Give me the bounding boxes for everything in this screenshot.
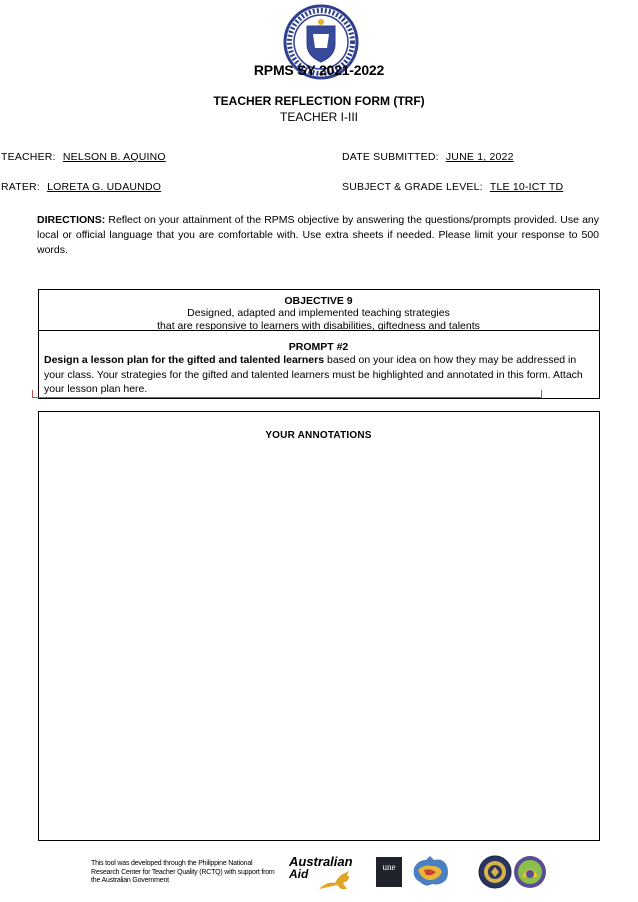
rater-label: RATER: bbox=[1, 181, 40, 193]
subject-row bbox=[342, 181, 563, 193]
directions-label: DIRECTIONS: bbox=[37, 214, 106, 226]
position-subtitle: TEACHER I-III bbox=[279, 110, 358, 124]
subject-value: TLE 10-ICT TD bbox=[489, 181, 564, 193]
teacher-row bbox=[1, 151, 166, 163]
objective-description bbox=[38, 307, 599, 333]
red-bracket-line bbox=[32, 397, 542, 398]
prompt-text: based on your idea on how they may be addressed in your class. Your strategies for the gifted and talented learners must be highlighted and annotated in this form. Attach your lesson plan here. bbox=[44, 354, 583, 395]
red-bracket-right bbox=[541, 390, 542, 397]
date-value: JUNE 1, 2022 bbox=[445, 151, 514, 163]
objective-line-2: that are responsive to learners with disabilities, giftedness and talents bbox=[157, 320, 480, 332]
kangaroo-icon bbox=[317, 869, 353, 891]
annotations-title: YOUR ANNOTATIONS bbox=[265, 430, 372, 441]
prompt-title: PROMPT #2 bbox=[288, 341, 349, 353]
une-label: une bbox=[382, 862, 396, 872]
date-row bbox=[342, 151, 514, 163]
aus-aid-line1: Australian bbox=[289, 854, 353, 869]
directions-text: Reflect on your attainment of the RPMS objective by answering the questions/prompts provided. Use any local or official language that you are comfortable with. Use extra sheets if needed. Please limit your response to 500 words. bbox=[37, 214, 600, 256]
prompt-bold-text: Design a lesson plan for the gifted and talented learners bbox=[44, 354, 325, 366]
teacher-label: TEACHER: bbox=[1, 151, 56, 163]
rater-row bbox=[1, 181, 161, 193]
une-logo bbox=[376, 857, 402, 887]
aus-aid-line2: Aid bbox=[289, 867, 309, 881]
australia-map-icon bbox=[410, 854, 452, 890]
date-label: DATE SUBMITTED: bbox=[342, 151, 439, 163]
objective-line-1: Designed, adapted and implemented teaching strategies bbox=[187, 307, 450, 319]
red-bracket-left bbox=[32, 390, 33, 397]
rater-value: LORETA G. UDAUNDO bbox=[47, 181, 162, 193]
page-title: RPMS SY 2021-2022 bbox=[253, 62, 385, 78]
institution-seal-icon bbox=[478, 855, 512, 889]
annotations-box[interactable] bbox=[38, 411, 600, 841]
teacher-value: NELSON B. AQUINO bbox=[62, 151, 166, 163]
objective-title: OBJECTIVE 9 bbox=[284, 295, 353, 307]
prompt-body bbox=[44, 353, 594, 397]
rctq-logo-icon bbox=[513, 855, 547, 889]
subject-label: SUBJECT & GRADE LEVEL: bbox=[342, 181, 483, 193]
form-title: TEACHER REFLECTION FORM (TRF) bbox=[213, 94, 425, 108]
directions bbox=[37, 213, 599, 258]
footer-credit: This tool was developed through the Philippine National Research Center for Teacher Quality (RCTQ) with support from the Australian Government bbox=[91, 860, 275, 884]
australian-aid-logo bbox=[289, 855, 355, 891]
